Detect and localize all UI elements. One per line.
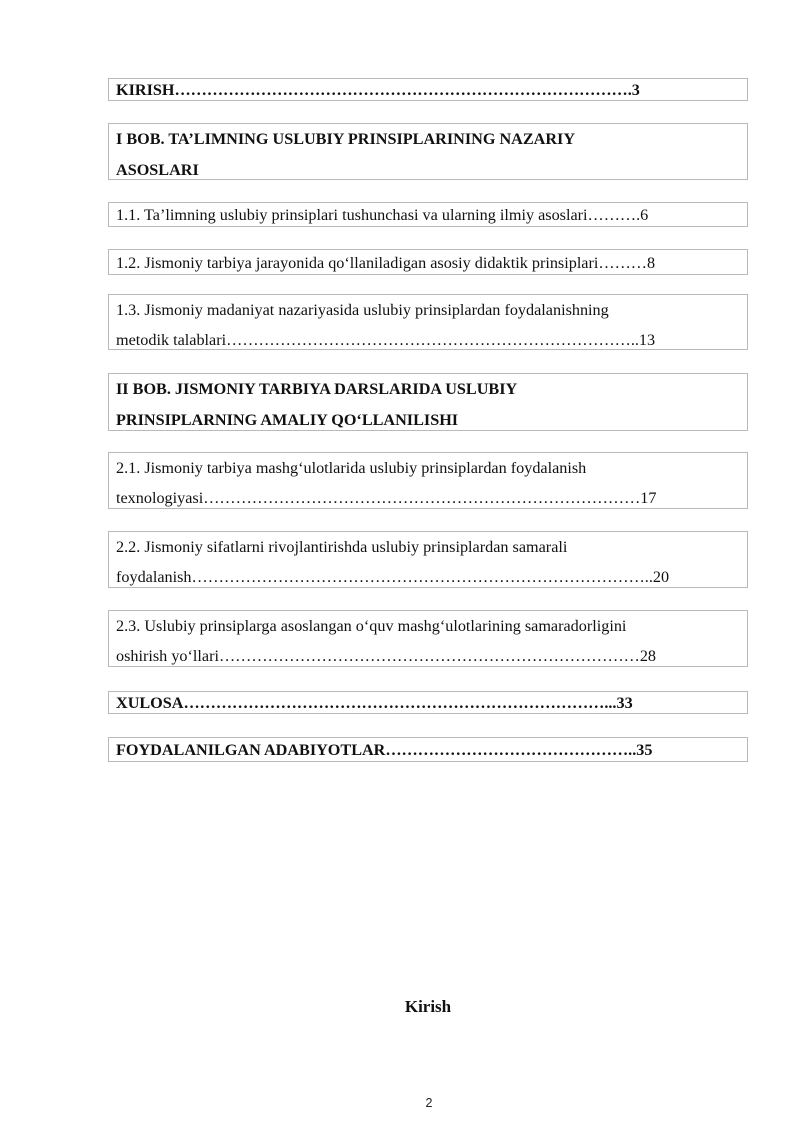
toc-word: madaniyat [206,301,275,319]
toc-entry-label-line2: oshirish yo‘llari……………………………………………………………………28 [116,647,657,665]
toc-entry-section-2-2[interactable] [108,531,748,588]
toc-word: foydalanishning [504,301,609,319]
toc-entry-label-line2: foydalanish…………………………………………………………………………..20 [116,568,670,586]
toc-entry-label-line1: II BOB. JISMONIY TARBIYA DARSLARIDA USLUBIY [116,380,518,398]
toc-entry-xulosa[interactable] [108,691,748,714]
toc-entry-label-line2: texnologiyasi………………………………………………………………………17 [116,489,657,507]
toc-entry-section-1-1[interactable] [108,202,748,227]
toc-entry-label-line1: 2.3. Uslubiy prinsiplarga asoslangan o‘quv mashg‘ulotlarining samaradorligini [116,617,627,635]
toc-entry-label: KIRISH………………………………………………………………………….3 [116,81,640,99]
toc-entry-section-1-2[interactable] [108,249,748,275]
toc-entry-label-line1: 2.1. Jismoniy tarbiya mashg‘ulotlarida uslubiy prinsiplardan foydalanish [116,459,587,477]
toc-entry-section-2-3[interactable] [108,610,748,667]
toc-word: nazariyasida [278,301,360,319]
toc-entry-label-line1 [116,295,747,325]
toc-entry-label: 1.2. Jismoniy tarbiya jarayonida qo‘llaniladigan asosiy didaktik prinsiplari………8 [116,254,656,272]
toc-entry-label-line2: PRINSIPLARNING AMALIY QO‘LLANILISHI [116,411,459,429]
toc-entry-label-line1: I BOB. TA’LIMNING USLUBIY PRINSIPLARINING NAZARIY [116,130,576,148]
page-number: 2 [425,1096,433,1110]
toc-entry-chapter-1[interactable] [108,123,748,180]
toc-entry-label: FOYDALANILGAN ADABIYOTLAR………………………………………..35 [116,741,653,759]
toc-entry-section-1-3[interactable] [108,294,748,350]
toc-entry-label: 1.1. Ta’limning uslubiy prinsiplari tushunchasi va ularning ilmiy asoslari……….6 [116,206,649,224]
toc-entry-kirish[interactable] [108,78,748,101]
toc-entry-section-2-1[interactable] [108,452,748,509]
toc-entry-chapter-2[interactable] [108,373,748,431]
section-heading: Kirish [404,997,452,1016]
toc-entry-label: XULOSA……………………………………………………………………...33 [116,694,633,712]
toc-word: Jismoniy [144,301,203,319]
toc-entry-label-line2: ASOSLARI [116,161,199,179]
toc-word: uslubiy [363,301,411,319]
toc-entry-label-line2: metodik talablari…………………………………………………………………..13 [116,331,656,349]
toc-word: 1.3. [116,301,141,319]
toc-entry-label-line1: 2.2. Jismoniy sifatlarni rivojlantirishda uslubiy prinsiplardan samarali [116,538,568,556]
toc-entry-adabiyotlar[interactable] [108,737,748,762]
toc-word: prinsiplardan [414,301,501,319]
